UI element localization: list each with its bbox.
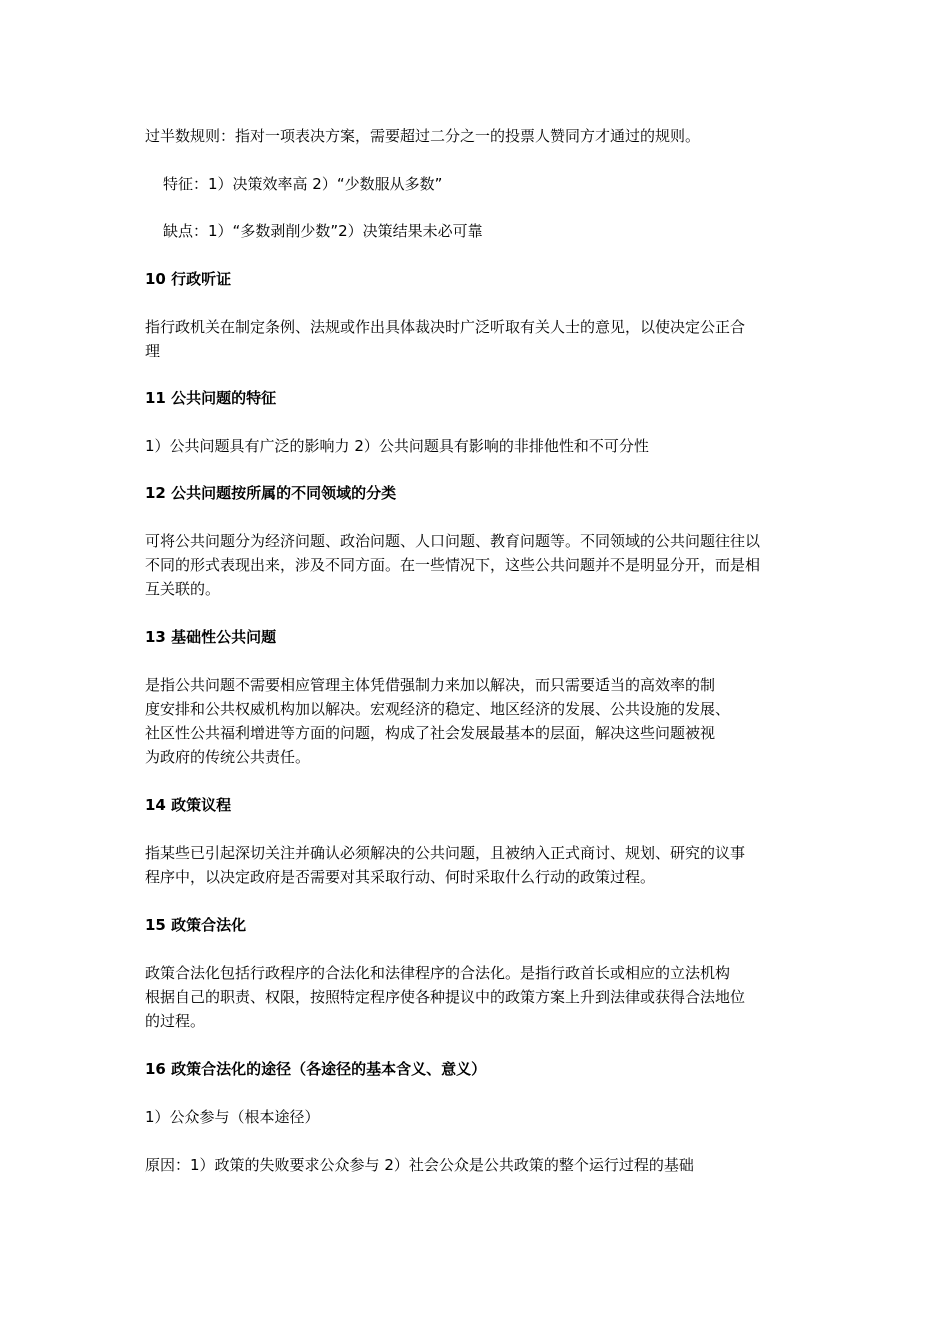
paragraph-line: 可将公共问题分为经济问题、政治问题、人口问题、教育问题等。不同领域的公共问题往往以: [145, 532, 761, 550]
section-heading-15: 15 政策合法化: [145, 916, 247, 934]
section-heading-12: 12 公共问题按所属的不同领域的分类: [145, 484, 397, 502]
section-heading-10: 10 行政听证: [145, 270, 232, 288]
paragraph-line: 1）公众参与（根本途径）: [145, 1108, 320, 1126]
majority-rule-drawbacks: 缺点：1）“多数剥削少数”2）决策结果未必可靠: [163, 222, 483, 240]
section-heading-13: 13 基础性公共问题: [145, 628, 277, 646]
majority-rule-features: 特征：1）决策效率高 2）“少数服从多数”: [163, 175, 443, 193]
paragraph-line: 程序中，以决定政府是否需要对其采取行动、何时采取什么行动的政策过程。: [145, 868, 656, 886]
section-heading-11: 11 公共问题的特征: [145, 389, 277, 407]
paragraph-line: 是指公共问题不需要相应管理主体凭借强制力来加以解决，而只需要适当的高效率的制: [145, 676, 716, 694]
definition-majority-rule: 过半数规则：指对一项表决方案，需要超过二分之一的投票人赞同方才通过的规则。: [145, 127, 701, 145]
paragraph-line: 为政府的传统公共责任。: [145, 748, 311, 766]
paragraph-line: 指某些已引起深切关注并确认必须解决的公共问题，且被纳入正式商讨、规划、研究的议事: [145, 844, 746, 862]
paragraph-line: 不同的形式表现出来，涉及不同方面。在一些情况下，这些公共问题并不是明显分开，而是相: [145, 556, 761, 574]
section-heading-16: 16 政策合法化的途径（各途径的基本含义、意义）: [145, 1060, 487, 1078]
paragraph-line: 的过程。: [145, 1012, 206, 1030]
paragraph-line: 社区性公共福利增进等方面的问题，构成了社会发展最基本的层面，解决这些问题被视: [145, 724, 716, 742]
paragraph-line: 互关联的。: [145, 580, 221, 598]
paragraph-line: 1）公共问题具有广泛的影响力 2）公共问题具有影响的非排他性和不可分性: [145, 437, 649, 455]
section-heading-14: 14 政策议程: [145, 796, 232, 814]
paragraph-line: 政策合法化包括行政程序的合法化和法律程序的合法化。是指行政首长或相应的立法机构: [145, 964, 731, 982]
paragraph-line: 指行政机关在制定条例、法规或作出具体裁决时广泛听取有关人士的意见，以使决定公正合: [145, 318, 746, 336]
paragraph-line: 度安排和公共权威机构加以解决。宏观经济的稳定、地区经济的发展、公共设施的发展、: [145, 700, 731, 718]
paragraph-line: 原因：1）政策的失败要求公众参与 2）社会公众是公共政策的整个运行过程的基础: [145, 1156, 694, 1174]
paragraph-line: 理: [145, 342, 161, 360]
paragraph-line: 根据自己的职责、权限，按照特定程序使各种提议中的政策方案上升到法律或获得合法地位: [145, 988, 746, 1006]
